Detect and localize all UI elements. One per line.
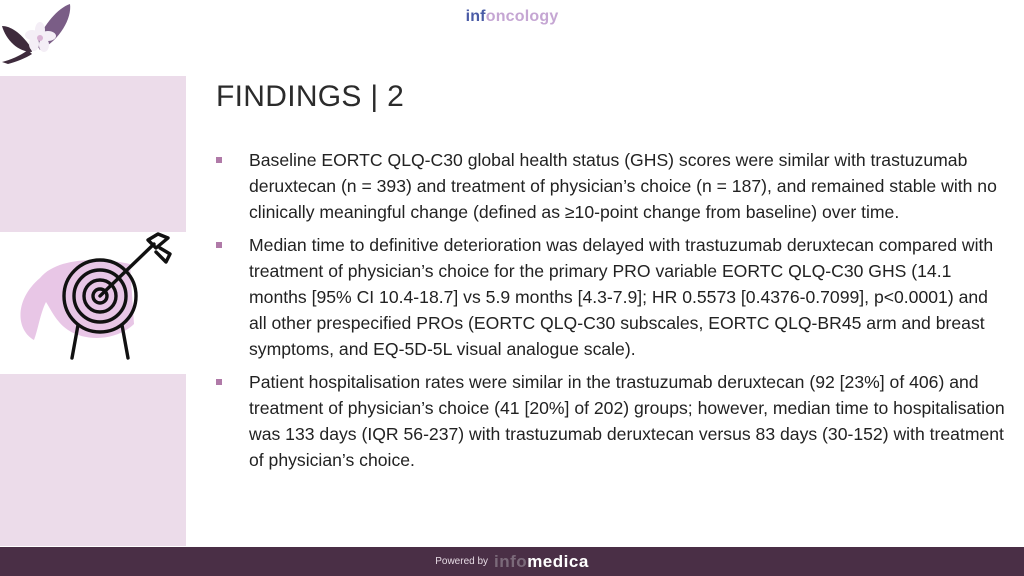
left-panel-top bbox=[0, 76, 186, 232]
left-panel-bottom bbox=[0, 374, 186, 546]
list-item bbox=[216, 148, 1006, 225]
slide-title: FINDINGS | 2 bbox=[216, 80, 405, 113]
target-arrow-icon bbox=[10, 226, 180, 366]
bullet-square-icon bbox=[216, 157, 222, 163]
bullet-square-icon bbox=[216, 242, 222, 248]
list-item bbox=[216, 370, 1006, 473]
bullet-square-icon bbox=[216, 379, 222, 385]
powered-by-label: Powered by bbox=[435, 556, 489, 567]
infomedica-logo: infomedica bbox=[494, 551, 589, 571]
bullet-text: Median time to definitive deterioration was delayed with trastuzumab deruxtecan compared with treatment of physician’s choice for the primary PRO variable EORTC QLQ-C30 GHS (14.1 months [95% CI 10.4-18.7] vs 5.9 months [4.3-7.9]; HR 0.5573 [0.4376-0.7099], p<0.0001) and all other prespecified PROs (EORTC QLQ-C30 subscales, EORTC QLQ-BR45 arm and breast symptoms, and EQ-5D-5L visual analogue scale). bbox=[249, 235, 994, 359]
bullet-text: Patient hospitalisation rates were similar in the trastuzumab deruxtecan (92 [23%] of 406) and treatment of physician’s choice (41 [20%] of 202) groups; however, median time to hospitalisation was 133 days (IQR 56-237) with trastuzumab deruxtecan versus 83 days (30-152) with treatment of physician’s choice. bbox=[249, 372, 1005, 470]
footer-bar bbox=[0, 547, 1024, 576]
findings-list bbox=[216, 148, 1006, 482]
list-item bbox=[216, 233, 1006, 362]
brand-logo: infoncology bbox=[465, 8, 559, 25]
bullet-text: Baseline EORTC QLQ-C30 global health status (GHS) scores were similar with trastuzumab deruxtecan (n = 393) and treatment of physician’s choice (n = 187), and remained stable with no clinically meaningful change (defined as ≥10-point change from baseline) over time. bbox=[249, 150, 997, 222]
